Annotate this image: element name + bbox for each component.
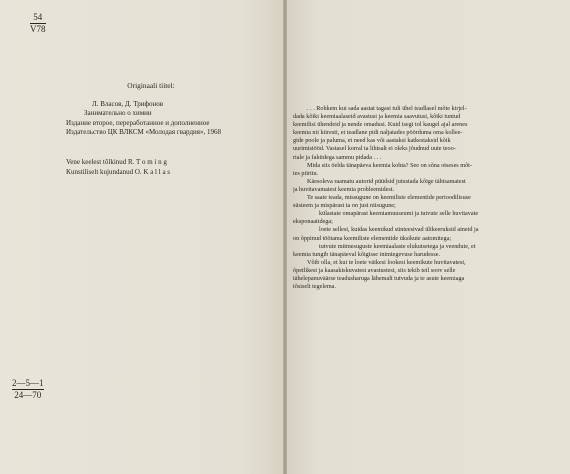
original-title-block: [66, 81, 266, 138]
text-line: keemia nii kiiresti, et teadlane pidi naljatades pöörduma oma kollee-: [293, 129, 463, 137]
text-line: süsteem ja mispärast ta on just niisugune;: [293, 202, 396, 210]
designer-credit: Kunstiliselt kujundanud O. K a l l a s: [66, 168, 171, 176]
original-book-title: Занимательно о химии: [84, 109, 152, 117]
text-line: tes piiritu.: [293, 169, 319, 177]
text-line: gide poole ja paluma, et need kas või aastaksi katkestaksid kõik: [293, 137, 451, 145]
text-line: Võib olla, et kui te loete väikesi lookesi keemikute huvitavatest,: [307, 258, 466, 266]
original-publisher: Издательство ЦК ВЛКСМ «Молодая гвардия», 1968: [66, 128, 221, 136]
text-line: . . . Rohkem kui sada aastat tagasi tuli ühel teadlasel mõte kirjel-: [307, 105, 467, 112]
library-index: [30, 12, 46, 35]
text-line: uurimistööd. Vastasel korral ta lihtsalt ei oleks jõudnud uute teoo-: [293, 145, 456, 153]
text-line: tõsiselt tegelema.: [293, 283, 336, 291]
translator-credit: Vene keelest tõlkinud R. T o m i n g: [66, 158, 167, 166]
text-line: Te saate teada, missugune on keemiliste elementide perioodilisuse: [307, 194, 471, 202]
text-line: Mida siis öelda tänapäeva keemia kohta? See on sõna otseses mõt-: [307, 161, 472, 169]
original-edition: Издание второе, переработанное и дополненное: [66, 118, 210, 127]
foreword-text: [293, 105, 555, 291]
text-line: keemilisi ühendeid ja nende omadusi. Kuid isegi tol kaugel ajal arenes: [293, 121, 468, 129]
print-code: [12, 378, 44, 401]
text-line: keemia tungib tänapäeval kõigisse inimtegevuse harudesse.: [293, 250, 441, 258]
text-line: Käesoleva raamatu autorid püüdsid jutustada kõige tähtsamatest: [307, 177, 466, 185]
right-page: [285, 0, 570, 474]
original-authors: Л. Власов, Д. Трифонов: [92, 99, 164, 108]
text-line: tutvute mitmesuguste keemiaalaste elukutsetega ja veendute, et: [319, 242, 476, 250]
text-line: on õppinud töötama keemiliste elementide üksikute aatomitega;: [293, 234, 452, 242]
text-line: õpetlikest ja kaasakiskuvatest avastustest, siis tekib teil soov selle: [293, 266, 456, 274]
text-line: eksponaatidega;: [293, 218, 333, 226]
index-top: 54: [33, 12, 43, 22]
text-line: loete sellest, kuidas keemikud sünteesivad ülikeeruksid aineid ja: [319, 226, 479, 234]
index-bottom: V78: [30, 24, 46, 34]
text-line: tähelepanuväärse teadusharuga lähemalt tutvuda ja te asute keemiaga: [293, 274, 465, 282]
text-line: ja huvitavamatest keemia probleemidest.: [293, 185, 395, 193]
print-code-bottom: 24—70: [12, 389, 44, 401]
book-gutter: [283, 0, 287, 474]
text-line: külastate omapärast keemiamuuseumi ja tutvute selle huvitavate: [319, 210, 479, 218]
text-line: riale ja faktidega sammu pidada . . .: [293, 153, 382, 161]
text-line: dada kõiki keemiaalaseid avastusi ja keemia saavutusi, kõiki tuntud: [293, 113, 461, 121]
translation-credits: [66, 157, 170, 177]
original-title-label: Originaali tiitel:: [127, 81, 175, 90]
print-code-top: 2—5—1: [12, 378, 44, 388]
